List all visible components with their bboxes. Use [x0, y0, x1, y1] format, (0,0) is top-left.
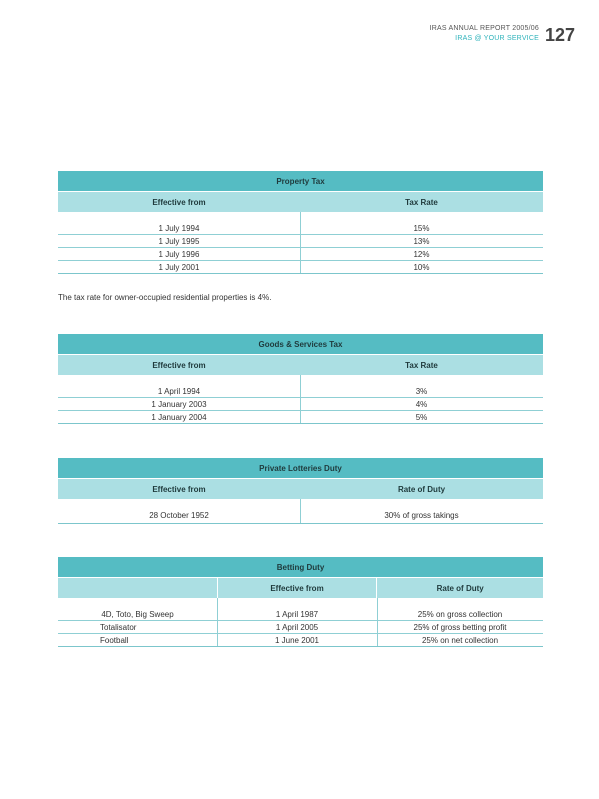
date-cell: 1 July 1996: [158, 249, 200, 259]
table-body: [58, 499, 543, 524]
date-cell: 1 April 1994: [157, 386, 201, 396]
column-header: Tax Rate: [405, 360, 438, 370]
rate-cell: 12%: [413, 249, 430, 259]
table-header-row: [58, 577, 543, 598]
column-header: Effective from: [217, 578, 377, 598]
column-header: Effective from: [152, 360, 206, 370]
page-header: [430, 24, 575, 46]
bet-type-cell: Football: [100, 635, 129, 645]
date-cell: 1 January 2004: [151, 412, 207, 422]
page-number: 127: [544, 25, 575, 45]
table-header-row: [58, 478, 543, 499]
table-header-row: [58, 191, 543, 212]
table-header-row: [58, 354, 543, 375]
column-header: Effective from: [152, 197, 206, 207]
rate-cell: 4%: [415, 399, 428, 409]
betting-duty-table: [58, 557, 543, 647]
column-header: Effective from: [152, 484, 206, 494]
date-cell: 1 April 1987: [275, 609, 319, 619]
column-divider: [300, 499, 301, 523]
date-cell: 1 July 1995: [158, 236, 200, 246]
table-body: [58, 375, 543, 424]
rate-cell: 13%: [413, 236, 430, 246]
rate-cell: 15%: [413, 223, 430, 233]
bet-type-cell: 4D, Toto, Big Sweep: [101, 609, 174, 619]
rate-cell: 3%: [415, 386, 428, 396]
header-text: [430, 24, 539, 44]
bet-type-cell: Totalisator: [100, 622, 137, 632]
rate-cell: 10%: [413, 262, 430, 272]
date-cell: 1 July 2001: [158, 262, 200, 272]
column-header: Rate of Duty: [376, 578, 543, 598]
column-header: Tax Rate: [405, 197, 438, 207]
table-row: [58, 634, 543, 646]
table-body: [58, 212, 543, 274]
gst-table: [58, 334, 543, 424]
column-divider: [300, 212, 301, 273]
column-divider: [300, 375, 301, 423]
rate-cell: 25% on net collection: [421, 635, 499, 645]
table-title: Betting Duty: [58, 557, 543, 577]
owner-occupied-note: The tax rate for owner-occupied residential properties is 4%.: [58, 293, 272, 302]
rate-cell: 30% of gross takings: [384, 510, 459, 520]
table-title: Property Tax: [58, 171, 543, 191]
property-tax-table: [58, 171, 543, 274]
date-cell: 1 April 2005: [275, 622, 319, 632]
lotteries-duty-table: [58, 458, 543, 524]
column-header: [58, 578, 217, 598]
date-cell: 28 October 1952: [149, 510, 209, 520]
report-title: IRAS ANNUAL REPORT 2005/06: [429, 25, 539, 32]
rate-cell: 25% on gross collection: [417, 609, 503, 619]
table-row: [58, 608, 543, 621]
column-divider: [217, 598, 218, 646]
column-header: Rate of Duty: [397, 484, 446, 494]
column-divider: [377, 598, 378, 646]
table-title: Private Lotteries Duty: [58, 458, 543, 478]
rate-cell: 25% of gross betting profit: [413, 622, 507, 632]
date-cell: 1 June 2001: [274, 635, 320, 645]
table-title: Goods & Services Tax: [58, 334, 543, 354]
date-cell: 1 July 1994: [158, 223, 200, 233]
report-subtitle: IRAS @ YOUR SERVICE: [455, 35, 539, 42]
rate-cell: 5%: [415, 412, 428, 422]
table-body: [58, 598, 543, 647]
date-cell: 1 January 2003: [151, 399, 207, 409]
table-row: [58, 621, 543, 634]
